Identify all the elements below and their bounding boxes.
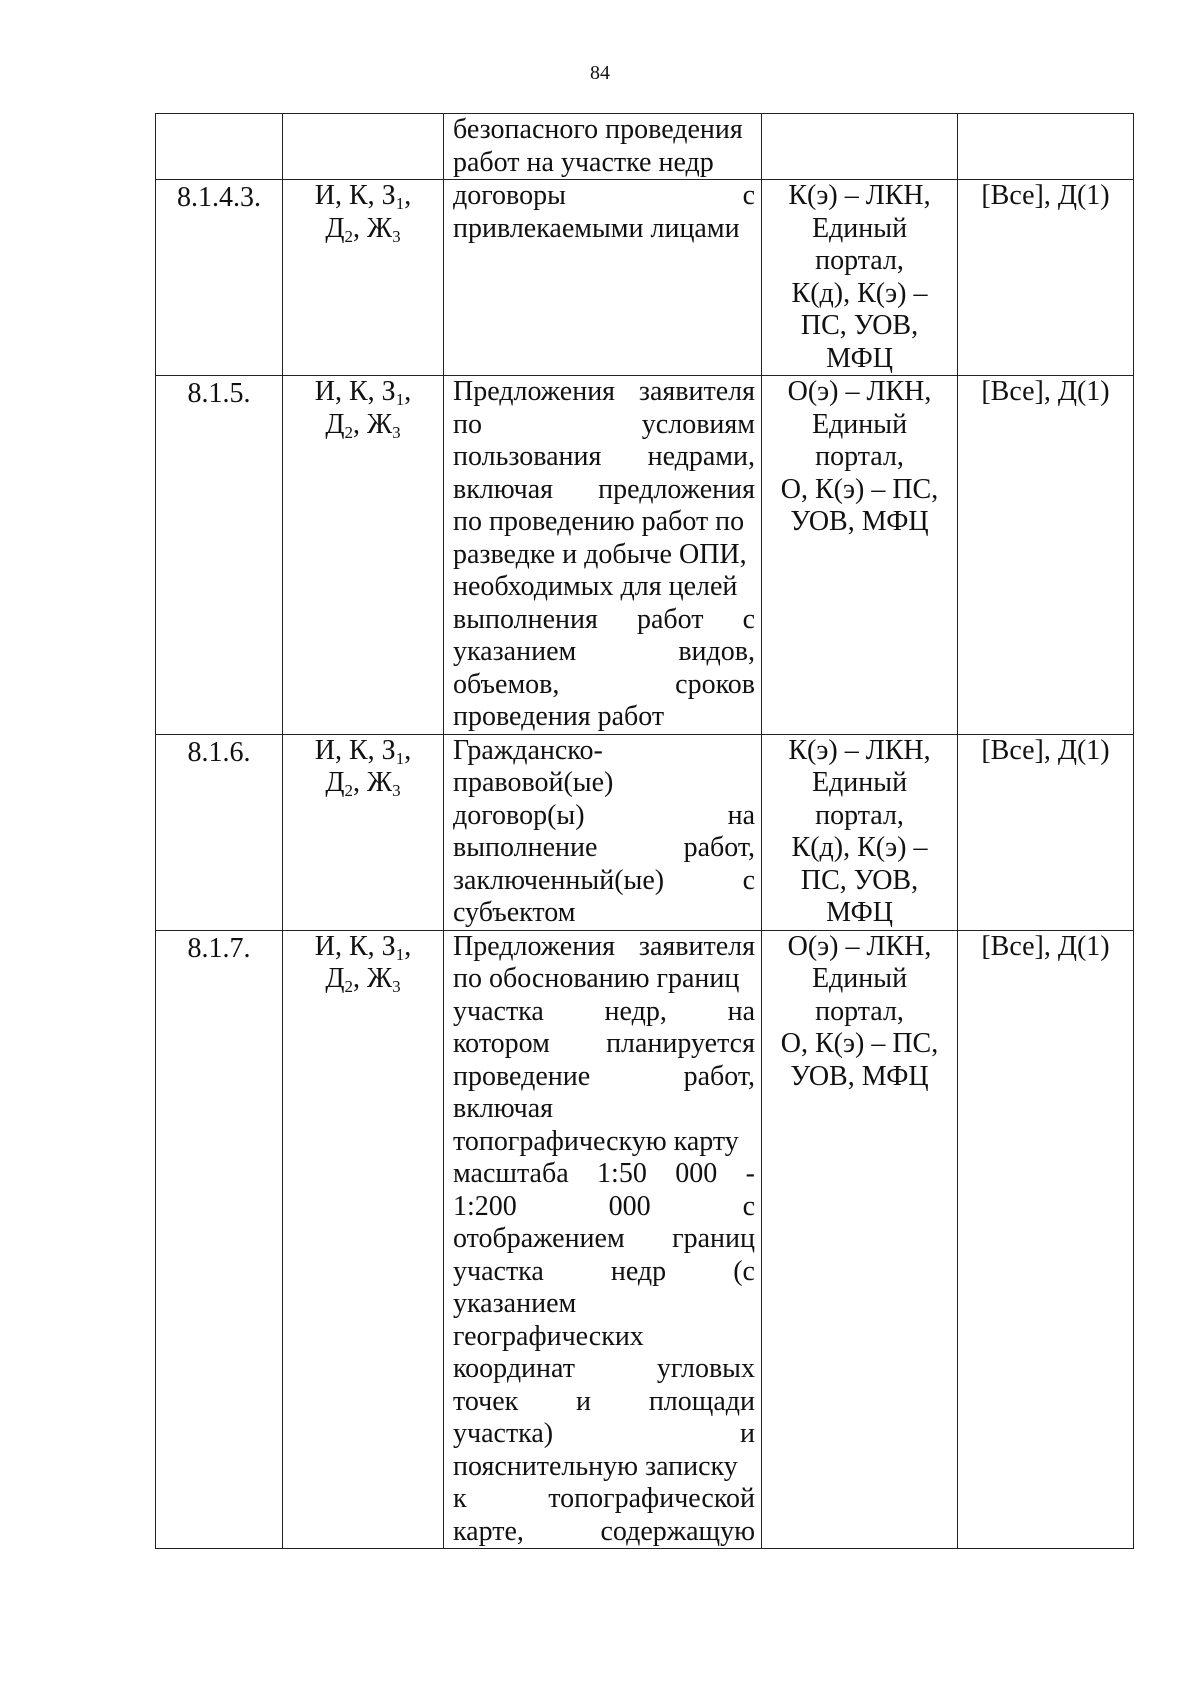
description-word: работ,: [683, 832, 755, 863]
submission-format: [762, 930, 958, 1549]
subscript: 1: [395, 944, 405, 964]
description-line: [453, 996, 755, 1029]
submission-format-line: УОВ, МФЦ: [790, 1060, 929, 1092]
description-word: (с: [733, 1255, 755, 1287]
submission-format-line: К(э) – ЛКН,: [788, 180, 931, 211]
description-line: [453, 1418, 755, 1451]
description-line: [453, 1386, 755, 1419]
row-number-text: 8.1.5.: [187, 378, 251, 409]
row-number: [156, 376, 283, 735]
row-number: [156, 114, 283, 180]
description-word: участка: [453, 1255, 544, 1287]
description-word: Предложения: [453, 376, 616, 407]
document-description: [444, 180, 762, 376]
description-line: [453, 1028, 755, 1061]
row-number-text: 8.1.4.3.: [177, 182, 261, 213]
row-number-text: 8.1.6.: [187, 736, 251, 768]
description-line: [453, 180, 755, 213]
code-text: Д: [325, 212, 345, 244]
description-word: Предложения: [453, 930, 616, 962]
description-line: [453, 1353, 755, 1386]
category-codes-line: [283, 931, 443, 964]
description-word: включая: [453, 473, 554, 505]
description-line: [453, 1451, 755, 1484]
subscript: 1: [395, 748, 405, 768]
code-text: , Ж: [353, 767, 393, 798]
table-row: [156, 376, 1134, 735]
code-text: Д: [325, 767, 345, 798]
description-word: выполнение: [453, 832, 598, 863]
description-line: [453, 441, 755, 474]
description-word: пользования: [453, 441, 602, 472]
category-codes: [283, 180, 444, 376]
document-description: [444, 734, 762, 930]
applicability-note-text: [Все], Д(1): [981, 734, 1110, 766]
description-line: [453, 1288, 755, 1321]
description-line: [453, 213, 755, 246]
row-number-text: 8.1.7.: [187, 932, 251, 964]
description-word: недр: [610, 1255, 667, 1287]
row-number: [156, 930, 283, 1549]
submission-format-line: ПС, УОВ,: [800, 864, 919, 896]
description-word: работ на участке недр: [453, 146, 714, 178]
description-word: работ,: [683, 1060, 755, 1092]
description-line: [453, 114, 755, 147]
description-word: с: [742, 180, 755, 211]
description-word: на: [727, 995, 755, 1027]
description-line: [453, 409, 755, 442]
description-word: участка): [453, 1418, 554, 1449]
subscript: 2: [344, 226, 353, 246]
description-line: [453, 1516, 755, 1549]
submission-format-line: МФЦ: [826, 897, 893, 928]
description-line: [453, 897, 755, 930]
description-word: сроков: [675, 668, 755, 700]
description-word: правовой(ые): [453, 767, 614, 798]
category-codes: [283, 734, 444, 930]
applicability-note-text: [Все], Д(1): [981, 376, 1110, 407]
description-line: [453, 636, 755, 669]
description-word: объемов,: [453, 668, 560, 700]
submission-format-line: К(э) – ЛКН,: [788, 734, 931, 766]
description-line: [453, 1256, 755, 1289]
description-word: угловых: [656, 1353, 755, 1384]
code-text: ,: [404, 180, 412, 211]
description-word: участка: [453, 995, 544, 1027]
code-text: Д: [325, 408, 345, 440]
submission-format-line: портал,: [815, 995, 904, 1027]
description-line: [453, 735, 755, 768]
code-text: , Ж: [353, 408, 393, 440]
description-word: котором: [453, 1028, 550, 1059]
description-word: предложения: [598, 473, 755, 505]
description-line: [453, 931, 755, 964]
subscript: 3: [392, 977, 401, 996]
description-word: договоры: [453, 180, 566, 211]
description-word: и: [740, 1418, 755, 1449]
submission-format-line: К(д), К(э) –: [791, 832, 928, 863]
description-word: заявителя: [638, 376, 755, 407]
applicability-note: [958, 180, 1134, 376]
description-line: [453, 1223, 755, 1256]
submission-format-line: О, К(э) – ПС,: [780, 1028, 939, 1059]
subscript: 1: [395, 194, 405, 213]
submission-format-line: МФЦ: [826, 342, 893, 374]
description-word: -: [745, 1158, 755, 1189]
description-word: выполнения: [453, 603, 598, 635]
table-row: [156, 930, 1134, 1549]
description-word: карте,: [453, 1515, 524, 1547]
description-line: [453, 539, 755, 572]
applicability-note: [958, 930, 1134, 1549]
document-description: [444, 930, 762, 1549]
row-number: [156, 180, 283, 376]
submission-format-line: Единый: [811, 408, 908, 440]
description-line: [453, 963, 755, 996]
submission-format: [762, 114, 958, 180]
subscript: 2: [344, 422, 353, 442]
description-line: [453, 1061, 755, 1094]
applicability-note: [958, 734, 1134, 930]
submission-format-line: О(э) – ЛКН,: [787, 930, 932, 962]
description-word: 000: [675, 1158, 718, 1189]
description-word: точек: [453, 1385, 519, 1417]
submission-format-line: портал,: [815, 441, 904, 472]
code-text: ,: [404, 376, 412, 407]
description-line: [453, 376, 755, 409]
submission-format-line: ПС, УОВ,: [800, 310, 919, 341]
description-word: включая: [453, 1093, 554, 1124]
description-word: и: [576, 1385, 592, 1417]
document-description: [444, 114, 762, 180]
category-codes-line: [283, 963, 443, 996]
submission-format: [762, 734, 958, 930]
description-word: заявителя: [638, 930, 755, 962]
description-line: [453, 1126, 755, 1159]
subscript: 2: [344, 781, 353, 800]
description-word: пояснительную записку: [453, 1450, 738, 1482]
category-codes-line: [283, 409, 443, 442]
submission-format-line: портал,: [815, 245, 904, 276]
description-word: с: [742, 603, 755, 635]
category-codes-line: [283, 180, 443, 213]
category-codes-line: [283, 767, 443, 800]
description-word: видов,: [678, 636, 755, 667]
document-description: [444, 376, 762, 735]
description-line: [453, 1191, 755, 1224]
description-word: по проведению работ по: [453, 506, 745, 537]
row-number: [156, 734, 283, 930]
description-line: [453, 1483, 755, 1516]
description-line: [453, 147, 755, 180]
description-line: [453, 1093, 755, 1126]
description-word: топографической: [548, 1483, 755, 1514]
table-row: [156, 114, 1134, 180]
description-word: Гражданско-: [453, 734, 603, 766]
description-word: планируется: [606, 1028, 755, 1059]
description-line: [453, 604, 755, 637]
submission-format-line: УОВ, МФЦ: [790, 506, 929, 537]
description-line: [453, 1321, 755, 1354]
category-codes: [283, 376, 444, 735]
description-word: безопасного проведения: [453, 114, 743, 145]
category-codes: [283, 114, 444, 180]
code-text: И, К, З: [314, 180, 396, 211]
description-line: [453, 669, 755, 702]
description-word: границ: [672, 1223, 755, 1254]
description-word: на: [727, 799, 755, 831]
description-word: договор(ы): [453, 799, 585, 831]
description-line: [453, 506, 755, 539]
submission-format-line: К(д), К(э) –: [791, 277, 928, 309]
description-line: [453, 832, 755, 865]
table-row: [156, 734, 1134, 930]
description-word: указанием: [453, 636, 577, 667]
description-word: с: [742, 864, 755, 896]
submission-format-line: О, К(э) – ПС,: [780, 473, 939, 505]
description-word: масштаба: [453, 1158, 569, 1189]
description-line: [453, 571, 755, 604]
description-word: топографическую карту: [453, 1125, 739, 1157]
description-word: проведения работ: [453, 701, 665, 732]
applicability-note: [958, 114, 1134, 180]
submission-format: [762, 376, 958, 735]
submission-format-line: О(э) – ЛКН,: [787, 376, 932, 407]
description-word: указанием: [453, 1288, 577, 1319]
description-word: с: [742, 1190, 755, 1222]
category-codes: [283, 930, 444, 1549]
description-word: 000: [608, 1190, 651, 1222]
code-text: И, К, З: [314, 376, 396, 407]
category-codes-line: [283, 735, 443, 768]
description-word: отображением: [453, 1223, 625, 1254]
code-text: Д: [325, 963, 345, 994]
description-word: проведение: [453, 1060, 591, 1092]
code-text: ,: [404, 930, 412, 962]
submission-format-line: портал,: [815, 799, 904, 831]
category-codes-line: [283, 376, 443, 409]
description-word: 1:200: [453, 1190, 517, 1222]
subscript: 3: [392, 422, 401, 442]
page-number: 84: [590, 62, 610, 84]
subscript: 2: [344, 977, 353, 996]
description-word: к: [453, 1483, 467, 1514]
code-text: , Ж: [353, 212, 393, 244]
description-word: необходимых для целей: [453, 571, 738, 602]
description-word: содержащую: [600, 1515, 755, 1547]
description-word: координат: [453, 1353, 575, 1384]
submission-format: [762, 180, 958, 376]
code-text: И, К, З: [314, 734, 396, 766]
description-word: условиям: [641, 408, 755, 440]
applicability-note-text: [Все], Д(1): [981, 180, 1110, 211]
description-word: площади: [648, 1385, 755, 1417]
description-word: географических: [453, 1320, 644, 1352]
description-line: [453, 1158, 755, 1191]
submission-format-line: Единый: [811, 767, 908, 798]
description-line: [453, 865, 755, 898]
submission-format-line: Единый: [811, 212, 908, 244]
description-word: 1:50: [597, 1158, 647, 1189]
subscript: 1: [395, 390, 405, 409]
document-table: [155, 113, 1134, 1549]
table-row: [156, 180, 1134, 376]
description-word: по обоснованию границ: [453, 963, 740, 994]
code-text: ,: [404, 734, 412, 766]
description-line: [453, 474, 755, 507]
applicability-note: [958, 376, 1134, 735]
description-word: субъектом: [453, 897, 576, 928]
description-line: [453, 767, 755, 800]
code-text: И, К, З: [314, 930, 396, 962]
category-codes-line: [283, 213, 443, 246]
subscript: 3: [392, 226, 401, 246]
description-word: заключенный(ые): [453, 864, 665, 896]
description-word: недрами,: [647, 441, 755, 472]
description-line: [453, 800, 755, 833]
subscript: 3: [392, 781, 401, 800]
description-word: разведке и добыче ОПИ,: [453, 538, 747, 570]
description-line: [453, 701, 755, 734]
code-text: , Ж: [353, 963, 393, 994]
description-word: недр,: [604, 995, 667, 1027]
description-word: привлекаемыми лицами: [453, 212, 740, 244]
submission-format-line: Единый: [811, 963, 908, 994]
applicability-note-text: [Все], Д(1): [981, 930, 1110, 962]
description-word: работ: [636, 603, 704, 635]
description-word: по: [453, 408, 482, 440]
